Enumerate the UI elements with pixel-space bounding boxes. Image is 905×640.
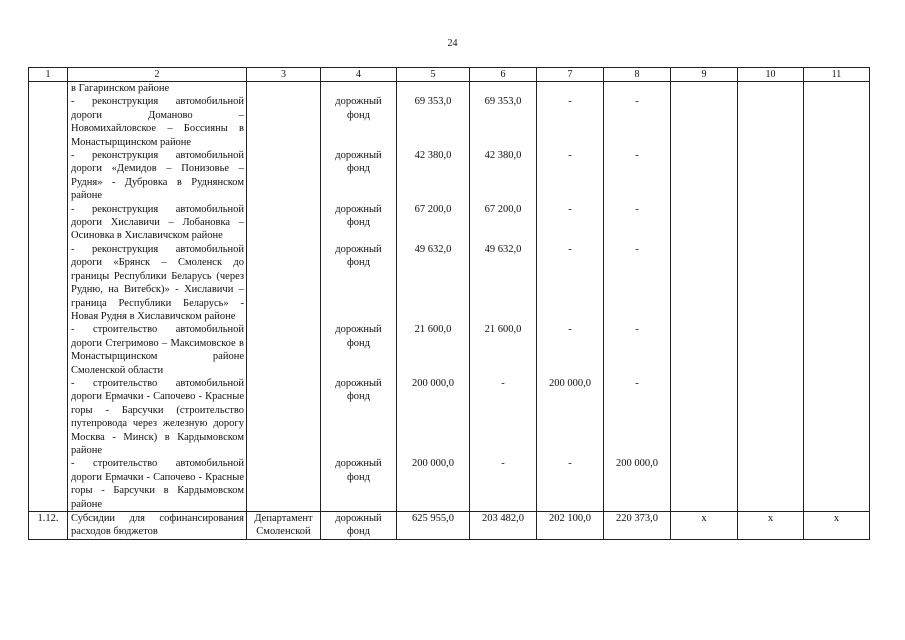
item-year1: 42 380,0 <box>470 149 537 203</box>
table-row <box>29 377 870 457</box>
item-description: - реконструкция автомобильной дороги Хиславичи – Лобановка – Осиновка в Хиславичском районе <box>68 203 247 243</box>
item-year2: - <box>537 149 604 203</box>
table-row <box>29 149 870 203</box>
item-year2: 200 000,0 <box>537 377 604 457</box>
row-year3: 220 373,0 <box>604 512 671 540</box>
row-description: Субсидии для софинансирования расходов бюджетов <box>68 512 247 540</box>
item-year1: - <box>470 377 537 457</box>
item-description: - реконструкция автомобильной дороги «Брянск – Смоленск до границы Республики Беларусь (через Рудню, на Витебск)» - Хиславичи – граница Республики Беларусь» - Новая Рудня в Хиславичском районе <box>68 243 247 323</box>
row-number: 1.12. <box>29 512 68 540</box>
item-total: 67 200,0 <box>397 203 470 243</box>
item-year1: - <box>470 457 537 511</box>
item-source: дорожный фонд <box>321 243 397 323</box>
row-executor: Департамент Смоленской <box>247 512 321 540</box>
item-description: - строительство автомобильной дороги Стегримово – Максимовское в Монастырщинском районе Смоленской области <box>68 323 247 377</box>
header-cell: 5 <box>397 68 470 82</box>
row-source: дорожный фонд <box>321 512 397 540</box>
row-year2: 202 100,0 <box>537 512 604 540</box>
header-cell: 4 <box>321 68 397 82</box>
header-cell: 7 <box>537 68 604 82</box>
table-row <box>29 82 870 96</box>
header-cell: 10 <box>738 68 804 82</box>
item-source: дорожный фонд <box>321 457 397 511</box>
item-description: - реконструкция автомобильной дороги «Демидов – Понизовье – Рудня» - Дубровка в Руднянском районе <box>68 149 247 203</box>
header-cell: 6 <box>470 68 537 82</box>
header-cell: 8 <box>604 68 671 82</box>
item-year2: - <box>537 243 604 323</box>
item-year2: - <box>537 203 604 243</box>
item-total: 200 000,0 <box>397 457 470 511</box>
item-total: 21 600,0 <box>397 323 470 377</box>
item-year2: - <box>537 95 604 149</box>
item-year3: 200 000,0 <box>604 457 671 511</box>
row-col11: x <box>804 512 870 540</box>
table-row <box>29 203 870 243</box>
item-year2: - <box>537 323 604 377</box>
item-source: дорожный фонд <box>321 323 397 377</box>
item-year3: - <box>604 323 671 377</box>
item-source: дорожный фонд <box>321 149 397 203</box>
header-cell: 1 <box>29 68 68 82</box>
item-year3: - <box>604 377 671 457</box>
item-description: - строительство автомобильной дороги Ермачки - Сапочево - Красные горы - Барсучки в Кардымовском районе <box>68 457 247 511</box>
item-total: 49 632,0 <box>397 243 470 323</box>
table-row <box>29 323 870 377</box>
item-year1: 21 600,0 <box>470 323 537 377</box>
item-description: - строительство автомобильной дороги Ермачки - Сапочево - Красные горы - Барсучки (строительство путепровода через железную дорогу Москва - Минск) в Кардымовском районе <box>68 377 247 457</box>
header-cell: 2 <box>68 68 247 82</box>
item-year3: - <box>604 149 671 203</box>
continuation-text: в Гагаринском районе <box>68 82 247 96</box>
header-cell: 11 <box>804 68 870 82</box>
item-total: 69 353,0 <box>397 95 470 149</box>
program-table <box>28 67 870 540</box>
item-year3: - <box>604 95 671 149</box>
item-year1: 49 632,0 <box>470 243 537 323</box>
row-total: 625 955,0 <box>397 512 470 540</box>
table-row <box>29 243 870 323</box>
row-col9: x <box>671 512 738 540</box>
row-year1: 203 482,0 <box>470 512 537 540</box>
item-total: 200 000,0 <box>397 377 470 457</box>
header-cell: 3 <box>247 68 321 82</box>
item-source: дорожный фонд <box>321 377 397 457</box>
item-description: - реконструкция автомобильной дороги Доманово – Новомихайловское – Боссияны в Монастырщинском районе <box>68 95 247 149</box>
table-row <box>29 457 870 511</box>
table-row-1-12 <box>29 512 870 540</box>
item-total: 42 380,0 <box>397 149 470 203</box>
page-number: 24 <box>447 38 458 49</box>
item-year1: 67 200,0 <box>470 203 537 243</box>
item-source: дорожный фонд <box>321 95 397 149</box>
table-row <box>29 95 870 149</box>
item-year2: - <box>537 457 604 511</box>
header-cell: 9 <box>671 68 738 82</box>
row-col10: x <box>738 512 804 540</box>
item-year3: - <box>604 203 671 243</box>
item-year1: 69 353,0 <box>470 95 537 149</box>
item-source: дорожный фонд <box>321 203 397 243</box>
header-row <box>29 68 870 82</box>
item-year3: - <box>604 243 671 323</box>
